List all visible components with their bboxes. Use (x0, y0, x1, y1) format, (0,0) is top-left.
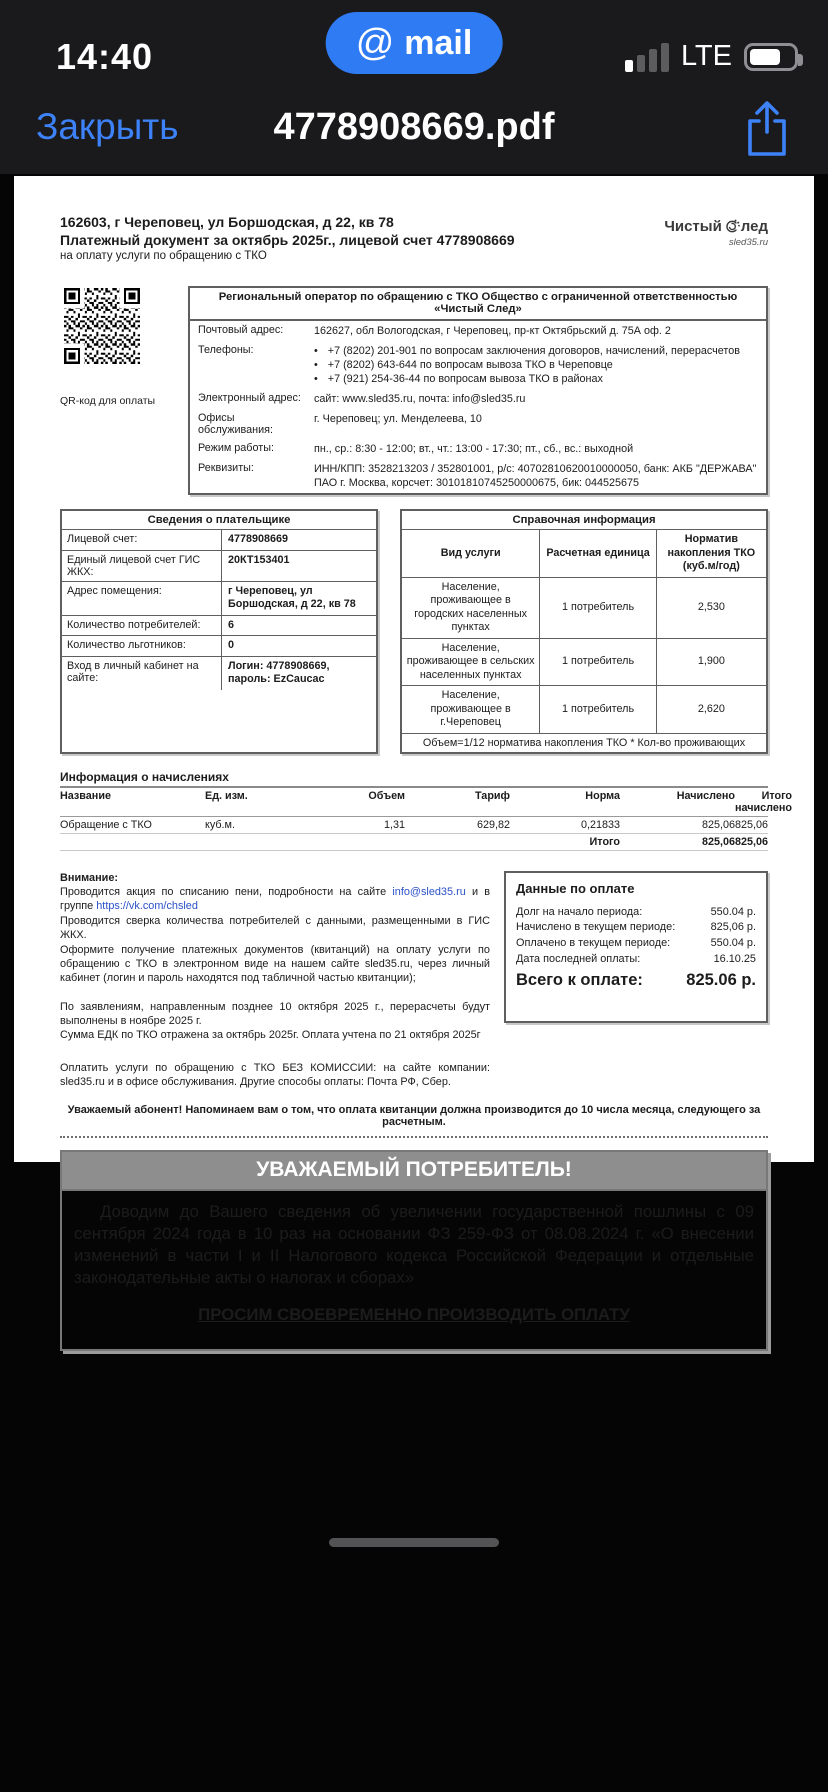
payer-table-title: Сведения о плательщике (147, 514, 291, 527)
table-row (190, 321, 766, 341)
operator-table-title: Региональный оператор по обращению с ТКО Общество с ограниченной ответственностью «Чистый След» (190, 288, 766, 321)
payer-address-line: 162603, г Череповец, ул Боршодская, д 22, кв 78 (60, 214, 394, 230)
document-header (60, 214, 768, 262)
total-due-value: 825.06 р. (686, 970, 756, 989)
operator-info-table (188, 286, 768, 495)
table-row: Количество льготников: 0 (62, 635, 376, 655)
reference-info-table (400, 509, 768, 753)
document-title-line: Платежный документ за октябрь 2025г., лицевой счет 4778908669 (60, 231, 515, 248)
charges-section (60, 769, 793, 851)
payment-reminder: Уважаемый абонент! Напоминаем вам о том, что оплата квитанции должна производится до 10 числа месяца, следующего за расчетным. (67, 1103, 761, 1128)
table-row: Адрес помещения: г Череповец, ул Боршодская, д 22, кв 78 (62, 581, 376, 615)
share-icon (744, 98, 790, 158)
notice-footer: ПРОСИМ СВОЕВРЕМЕННО ПРОИЗВОДИТЬ ОПЛАТУ (198, 1305, 630, 1325)
attention-p6: Оплатить услуги по обращению с ТКО БЕЗ КОМИССИИ: на сайте компании: sled35.ru и в офисе обслуживания. Другие способы оплаты: Почта РФ, Сбер. (60, 1061, 490, 1089)
payer-info-table (60, 509, 378, 753)
footprint-swirl-icon (723, 218, 740, 235)
qr-caption: QR-код для оплаты (60, 395, 156, 407)
phones-list (314, 344, 758, 386)
table-row (190, 459, 766, 493)
document-subtitle: на оплату услуги по обращению с ТКО (60, 250, 267, 262)
network-type-label: LTE (680, 40, 732, 72)
table-row: Вход в личный кабинет на сайте: Логин: 4778908669, пароль: EzCaucac (62, 656, 376, 690)
qr-finder-top-right (119, 288, 140, 309)
attention-p2: Проводится сверка количества потребителей с данными, размещенными в ГИС ЖКХ. (60, 914, 490, 942)
payment-total-row: Всего к оплате: 825.06 р. (516, 970, 756, 989)
attention-heading: Внимание: (60, 871, 119, 884)
pdf-title: 4778908669.pdf (273, 106, 555, 148)
row-label: Реквизиты: (198, 462, 254, 475)
top-bar (0, 0, 828, 174)
table-row: Количество потребителей: 6 (62, 615, 376, 635)
cellular-signal-icon (625, 42, 669, 72)
table-row (190, 341, 766, 389)
status-bar (0, 0, 828, 96)
attention-p4: По заявлениям, направленным позднее 10 октября 2025 г., перерасчеты будут выполнены в ноябре 2025 г. (60, 1000, 490, 1028)
company-logo (664, 214, 768, 262)
charges-header-row: Название Ед. изм. Объем Тариф Норма Начислено Итого начислено (60, 786, 768, 817)
pdf-viewer-nav-bar (0, 96, 828, 174)
row-value: 162627, обл Вологодская, г Череповец, пр-кт Октябрьский д. 75А оф. 2 (314, 325, 671, 337)
phone-item: • +7 (921) 254-36-44 по вопросам вывоза ТКО в районах (314, 372, 758, 386)
phone-item: • +7 (8202) 201-901 по вопросам заключения договоров, начислений, перерасчетов (314, 344, 758, 358)
table-row: Население, проживающее в городских населенных пунктах 1 потребитель 2,530 (402, 577, 766, 638)
table-row: Население, проживающее в сельских населенных пунктах 1 потребитель 1,900 (402, 638, 766, 685)
attention-p1: Проводится акция по списанию пени, подробности на сайте info@sled35.ru и в группе https://vk.com/chsled (60, 885, 490, 913)
vk-link[interactable]: https://vk.com/chsled (96, 900, 198, 913)
table-row (190, 439, 766, 459)
qr-finder-top-left (64, 288, 85, 309)
attention-p3: Оформите получение платежных документов (квитанций) на оплату услуги по обращению с ТКО в электронном виде на нашем сайте sled35.ru, через личный кабинет (логин и пароль находятся под табличной частью квитанции); (60, 943, 490, 985)
row-value: сайт: www.sled35.ru, почта: info@sled35.ru (314, 393, 526, 406)
email-link[interactable]: info@sled35.ru (392, 885, 466, 898)
table-row (190, 409, 766, 439)
logo-word1: Чистый (664, 218, 722, 235)
status-time: 14:40 (56, 36, 154, 77)
close-button[interactable]: Закрыть (36, 106, 179, 147)
row-label: Почтовый адрес: (198, 324, 284, 336)
payment-row: Долг на начало периода: 550.04 р. (516, 905, 756, 918)
payment-summary-box (504, 871, 768, 1023)
phone-item: • +7 (8202) 643-644 по вопросам вывоза ТКО в Череповце (314, 358, 758, 372)
mail-pill-label: mail (404, 23, 473, 62)
return-to-mail-pill[interactable] (326, 12, 503, 74)
reference-table-footer: Объем=1/12 норматива накопления ТКО * Кол-во проживающих (402, 733, 766, 752)
charges-data-row: Обращение с ТКО куб.м. 1,31 629,82 0,21833 825,06 825,06 (60, 817, 768, 834)
table-row: Лицевой счет: 4778908669 (62, 529, 376, 549)
consumer-notice-box (60, 1150, 768, 1352)
table-row: Население, проживающее в г.Череповец 1 потребитель 2,620 (402, 685, 766, 732)
payment-title: Данные по оплате (516, 880, 635, 896)
table-header-row: Вид услуги Расчетная единица Норматив накопления ТКО (куб.м/год) (402, 530, 766, 576)
pdf-scroll-indicator[interactable] (329, 1538, 499, 1547)
row-label: Офисы обслуживания: (198, 412, 273, 437)
battery-icon (744, 43, 798, 71)
charges-title: Информация о начислениях (60, 769, 229, 784)
row-label: Телефоны: (198, 344, 254, 357)
row-value: г. Череповец; ул. Менделеева, 10 (314, 413, 482, 426)
row-value: пн., ср.: 8:30 - 12:00; вт., чт.: 13:00 - 17:30; пт., сб., вс.: выходной (314, 443, 634, 456)
payment-row: Оплачено в текущем периоде: 550.04 р. (516, 937, 756, 950)
table-row: Единый лицевой счет ГИС ЖКХ: 20КТ153401 (62, 550, 376, 581)
payment-row: Дата последней оплаты: 16.10.25 (516, 952, 756, 965)
table-row (190, 389, 766, 409)
payment-row: Начислено в текущем периоде: 825,06 р. (516, 921, 756, 934)
row-value: ИНН/КПП: 3528213203 / 352801001, р/с: 40702810620010000050, банк: АКБ "ДЕРЖАВА" ПАО г. Москва, корсчет: 30101810745250000675, бик: 044525675 (314, 463, 757, 490)
dotted-divider (60, 1136, 768, 1138)
share-button[interactable] (744, 98, 790, 163)
pdf-page (14, 176, 814, 1325)
logo-site: sled35.ru (728, 237, 768, 248)
logo-word2: лед (740, 218, 768, 235)
reference-table-title: Справочная информация (402, 511, 766, 530)
qr-finder-bottom-left (64, 343, 85, 364)
attention-p5: Сумма ЕДК по ТКО отражена за октябрь 2025г. Оплата учтена по 21 октября 2025г (60, 1029, 481, 1042)
qr-column (60, 286, 188, 495)
attention-block (60, 871, 490, 1090)
status-icons (625, 40, 798, 73)
notice-title: УВАЖАЕМЫЙ ПОТРЕБИТЕЛЬ! (62, 1152, 766, 1191)
row-label: Режим работы: (198, 442, 274, 455)
notice-body: Доводим до Вашего сведения об увеличении государственной пошлины с 09 сентября 2024 года в 10 раз на основании ФЗ 259-ФЗ от 08.08.2024 г. «О внесении изменений в части I и II Налогового кодекса Российской Федерации и отдельные законодательные акты о налогах и сборах» (74, 1201, 754, 1288)
mail-at-icon: @ (355, 22, 395, 64)
qr-code (64, 288, 140, 364)
row-label: Электронный адрес: (198, 392, 301, 405)
charges-total-row: Итого 825,06 825,06 (60, 834, 768, 851)
